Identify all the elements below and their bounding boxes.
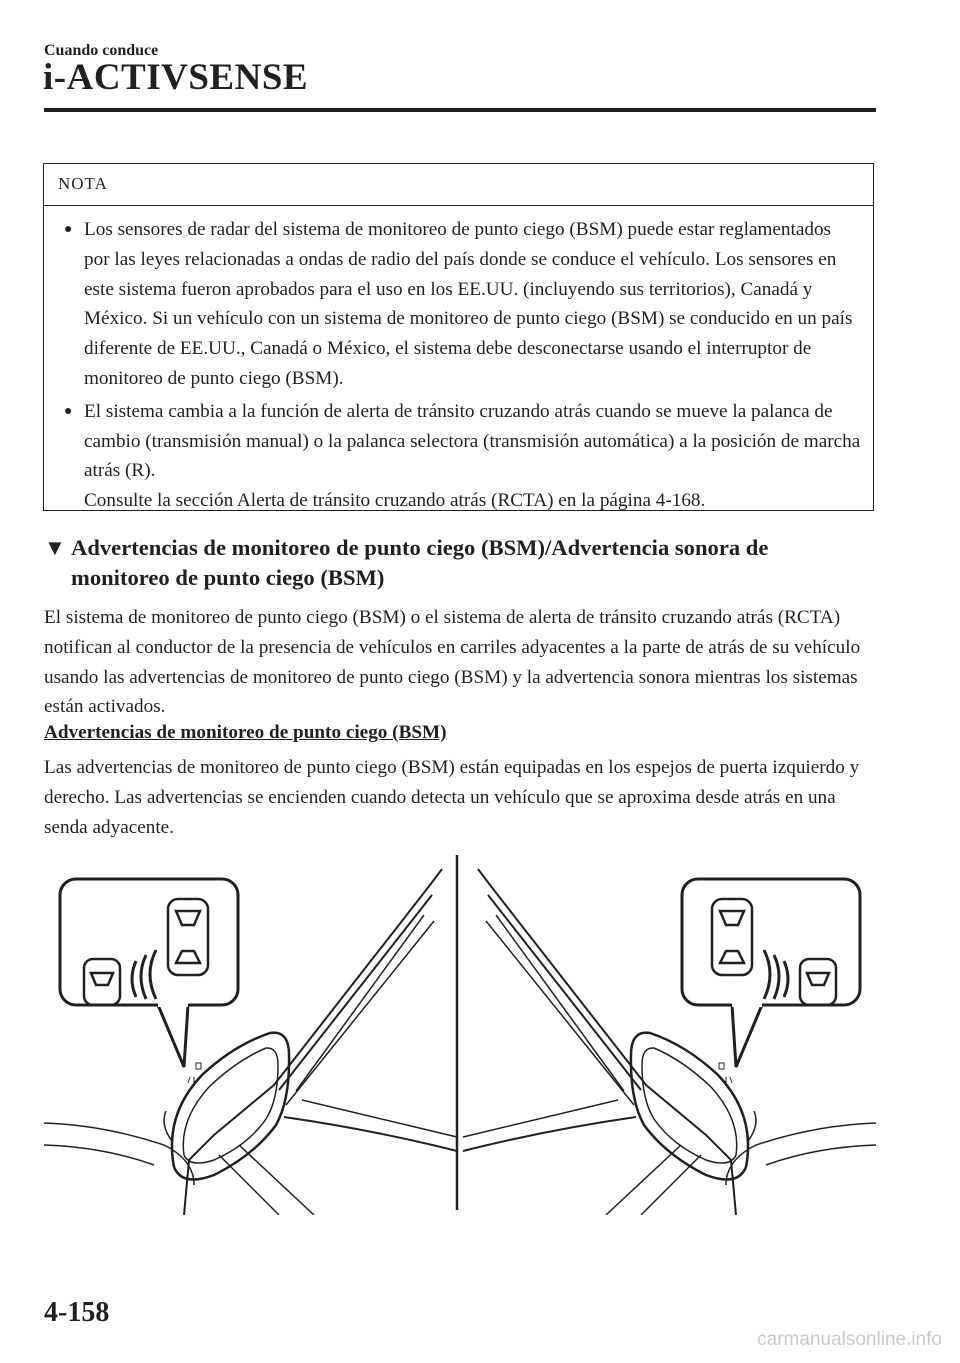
section-heading bbox=[44, 533, 884, 593]
watermark: carmanualsonline.info bbox=[757, 1329, 942, 1350]
right-door-view bbox=[463, 869, 876, 1215]
subheading-paragraph: Las advertencias de monitoreo de punto ciego (BSM) están equipadas en los espejos de puerta izquierdo y derecho. Las advertencias se encienden cuando detecta un vehículo que se aproxima desde atrás en una senda adyacente. bbox=[44, 757, 860, 838]
left-callout-own-car-icon bbox=[84, 959, 120, 1005]
note-item-reference: Consulte la sección Alerta de tránsito cruzando atrás (RCTA) en la página 4-168. bbox=[84, 490, 706, 512]
note-box bbox=[43, 163, 874, 511]
page-number: 4-158 bbox=[44, 1297, 110, 1328]
right-callout-car-icon bbox=[712, 899, 752, 975]
note-item-text: Los sensores de radar del sistema de monitoreo de punto ciego (BSM) puede estar reglamentados por las leyes relacionadas a ondas de radio del país donde se conduce el vehículo. Los sensores en este sistema fueron aprobados para el uso en los EE.UU. (incluyendo sus territorios), Canadá y México. Si un vehículo con un sistema de monitoreo de punto ciego (BSM) se conducido en un país diferente de EE.UU., Canadá o México, el sistema debe desconectarse usando el interruptor de monitoreo de punto ciego (BSM). bbox=[84, 219, 853, 389]
bullet-icon: ● bbox=[64, 403, 73, 419]
section-heading-line1: Advertencias de monitoreo de punto ciego (BSM)/Advertencia sonora de bbox=[71, 535, 769, 560]
note-item bbox=[44, 397, 873, 516]
intro-paragraph: El sistema de monitoreo de punto ciego (BSM) o el sistema de alerta de tránsito cruzando atrás (RCTA) notifican al conductor de la presencia de vehículos en carriles adyacentes a la parte de atrás de su vehículo usando las advertencias de monitoreo de punto ciego (BSM) y la advertencia sonora mientras los sistemas están activados. bbox=[44, 607, 861, 718]
note-item-text: El sistema cambia a la función de alerta de tránsito cruzando atrás cuando se mueve la palanca de cambio (transmisión manual) o la palanca selectora (transmisión automática) a la posición de marcha atrás (R). bbox=[84, 400, 861, 482]
note-item bbox=[44, 215, 873, 394]
chapter-title: i-ACTIVSENSE bbox=[43, 57, 309, 98]
note-title: NOTA bbox=[44, 164, 873, 206]
left-door-view bbox=[44, 869, 457, 1215]
section-label: Cuando conduce bbox=[44, 42, 159, 59]
triangle-marker-icon: ▼ bbox=[44, 535, 66, 560]
bullet-icon: ● bbox=[64, 222, 73, 237]
right-callout-bubble bbox=[682, 879, 860, 1005]
subheading: Advertencias de monitoreo de punto ciego (BSM) bbox=[44, 722, 447, 743]
left-callout-car-icon bbox=[168, 899, 208, 975]
left-warning-waves-icon bbox=[132, 950, 156, 999]
right-warning-waves-icon bbox=[764, 950, 788, 999]
left-callout-bubble bbox=[60, 879, 238, 1005]
section-heading-line2: monitoreo de punto ciego (BSM) bbox=[71, 565, 385, 590]
mirror-warning-illustration bbox=[44, 855, 876, 1215]
right-callout-own-car-icon bbox=[800, 959, 836, 1005]
header-rule bbox=[44, 108, 876, 112]
